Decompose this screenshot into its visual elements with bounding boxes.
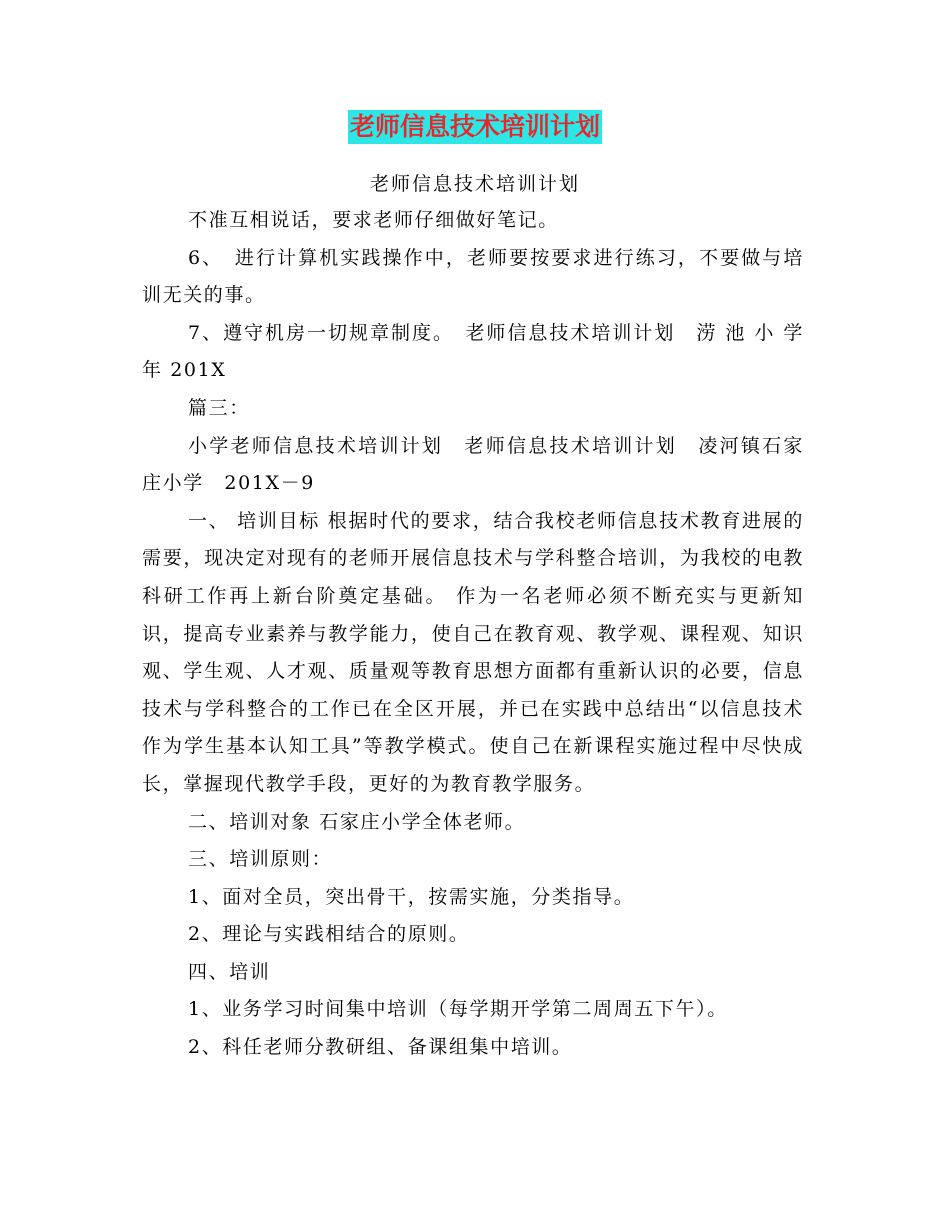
paragraph: 篇三：	[188, 396, 250, 419]
paragraph: 四、培训	[188, 960, 271, 983]
paragraph: 1、面对全员，突出骨干，按需实施，分类指导。	[188, 885, 635, 908]
paragraph: 2、理论与实践相结合的原则。	[188, 923, 470, 946]
paragraph: 小学老师信息技术培训计划 老师信息技术培训计划 凌河镇石家庄小学 201X－9	[142, 434, 804, 495]
document-title: 老师信息技术培训计划	[348, 110, 602, 144]
paragraph: 二、培训对象 石家庄小学全体老师。	[188, 810, 526, 833]
paragraph: 不准互相说话，要求老师仔细做好笔记。	[188, 209, 559, 231]
paragraph: 2、科任老师分教研组、备课组集中培训。	[188, 1036, 573, 1059]
title-container	[0, 110, 950, 144]
paragraph: 三、培训原则：	[188, 848, 333, 871]
paragraph: 一、 培训目标 根据时代的要求，结合我校老师信息技术教育进展的需要，现决定对现有的老师开展信息技术与学科整合培训，为我校的电教科研工作再上新台阶奠定基础。 作为一名老师必须不断充实与更新知识，提高专业素养与教学能力，使自己在教育观、教学观、课程观、知识观、学生观、人才观、质量观等教育思想方面都有重新认识的必要，信息技术与学科整合的工作已在全区开展，并已在实践中总结出“以信息技术作为学生基本认知工具”等教学模式。使自己在新课程实施过程中尽快成长，掌握现代教学手段，更好的为教育教学服务。	[142, 509, 804, 795]
document-subtitle: 老师信息技术培训计划	[369, 173, 580, 195]
paragraph: 6、 进行计算机实践操作中，老师要按要求进行练习，不要做与培训无关的事。	[142, 246, 804, 307]
paragraph: 1、业务学习时间集中培训（每学期开学第二周周五下午）。	[188, 998, 728, 1021]
paragraph: 7、遵守机房一切规章制度。 老师信息技术培训计划 涝 池 小 学 年 201X	[142, 321, 825, 382]
document-body	[142, 202, 825, 1067]
